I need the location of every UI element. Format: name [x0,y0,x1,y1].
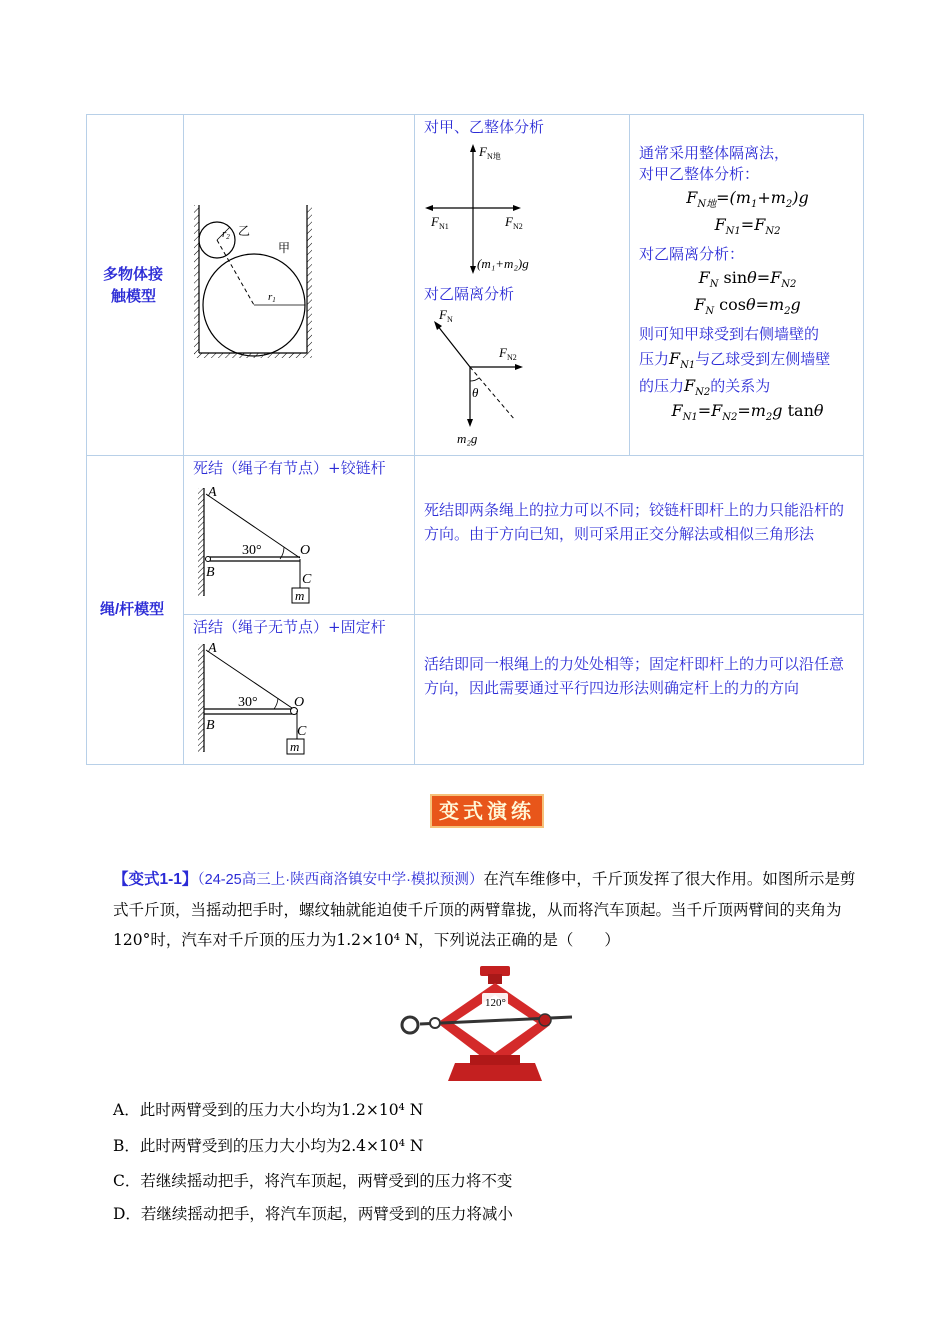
question-text [113,864,861,955]
svg-text:m: m [290,739,300,754]
question-source: （24-25高三上·陕西商洛镇安中学·模拟预测） [197,872,484,888]
analysis-title-isolated: 对乙隔离分析 [424,285,515,303]
dead-knot-text: 死结即两条绳上的拉力可以不同；铰链杆即杆上的力只能沿杆的方向。由于方向已知，则可采用正交分解法或相似三角形法 [424,501,845,543]
option-d: D．若继续摇动把手，将汽车顶起，两臂受到的压力将减小 [113,1205,513,1223]
option-c: C．若继续摇动把手，将汽车顶起，两臂受到的压力将不变 [113,1172,513,1190]
fbd-whole [425,142,565,277]
svg-text:120°: 120° [485,997,506,1009]
analysis-title-whole: 对甲、乙整体分析 [424,118,545,136]
svg-text:B: B [206,718,215,733]
notes-eq5: $F_{N1}=F_{N2}=m_2g$ tanθ [671,401,824,424]
svg-text:O: O [294,695,305,710]
notes-line5: 压力$F_{N1}$与乙球受到左侧墙壁 [639,349,831,372]
svg-text:m: m [295,588,305,603]
svg-text:O: O [300,543,311,558]
r1-label: r1 [268,291,276,304]
live-knot-title: 活结（绳子无节点）+固定杆 [193,618,386,636]
practice-banner: 变式演练 [430,794,544,828]
notes-eq1: $F_{N地}=(m_1+m_2)g$ [686,188,809,211]
notes-line2: 对甲乙整体分析： [639,165,760,183]
live-knot-text: 活结即同一根绳上的力处处相等；固定杆即杆上的力可以沿任意方向，因此需要通过平行四边形法则确定杆上的力的方向 [424,655,845,697]
row1-label-line1: 多物体接 [103,266,164,283]
jia-label: 甲 [278,241,291,255]
fbd-isolated [425,305,545,450]
question-body: 在汽车维修中，千斤顶发挥了很大作用。如图所示是剪式千斤顶，当摇动把手时，螺纹轴就能迫使千斤顶的两臂靠拢，从而将汽车顶起。当千斤顶两臂间的夹角为120°时，汽车对千斤顶的压力为1.2×10⁴ N，下列说法正确的是（ ） [113,870,856,949]
svg-text:FN2: $F_{N2}$ [499,345,517,362]
yi-label: 乙 [238,224,251,238]
svg-text:B: B [206,565,215,580]
row1-label-line2: 触模型 [111,288,157,305]
r2-label: r2 [222,228,230,241]
svg-text:FN地: $F_{N地}$ [479,144,501,161]
svg-text:C: C [302,572,312,587]
notes-eq4: $F_N$ $\cos\theta=m_2g$ [694,295,801,318]
question-tag: 【变式1-1】 [113,871,198,888]
svg-text:θ: θ [472,385,479,400]
live-knot-figure [196,640,326,762]
option-b: B．此时两臂受到的压力大小均为2.4×10⁴ N [113,1137,424,1155]
svg-text:A: A [208,485,217,500]
row2-label: 绳/杆模型 [100,601,165,618]
svg-text:C: C [297,724,307,739]
svg-text:FN: $F_N$ [439,307,453,324]
dead-knot-title: 死结（绳子有节点）+铰链杆 [193,459,386,477]
notes-line1: 通常采用整体隔离法， [639,144,790,162]
svg-text:m₂g: m₂g [457,431,478,446]
svg-text:FN1: $F_{N1}$ [431,214,449,231]
svg-text:30°: 30° [242,543,262,558]
notes-line3: 对乙隔离分析： [639,245,745,263]
svg-text:(m₁+m₂)g: (m₁+m₂)g [477,256,529,271]
notes-line6: 的压力$F_{N2}$的关系为 [639,376,771,399]
dead-knot-figure [196,484,326,606]
notes-eq2: $F_{N1}=F_{N2}$ [714,215,781,238]
two-balls-figure [190,195,325,360]
svg-text:30°: 30° [238,695,258,710]
notes-eq3: $F_N$ $\sin\theta=F_{N2}$ [698,268,797,291]
svg-text:FN2: $F_{N2}$ [505,214,523,231]
option-a: A．此时两臂受到的压力大小均为1.2×10⁴ N [113,1101,424,1119]
scissor-jack-figure [400,963,578,1088]
notes-line4: 则可知甲球受到右侧墙壁的 [639,325,820,343]
svg-text:A: A [208,641,217,656]
